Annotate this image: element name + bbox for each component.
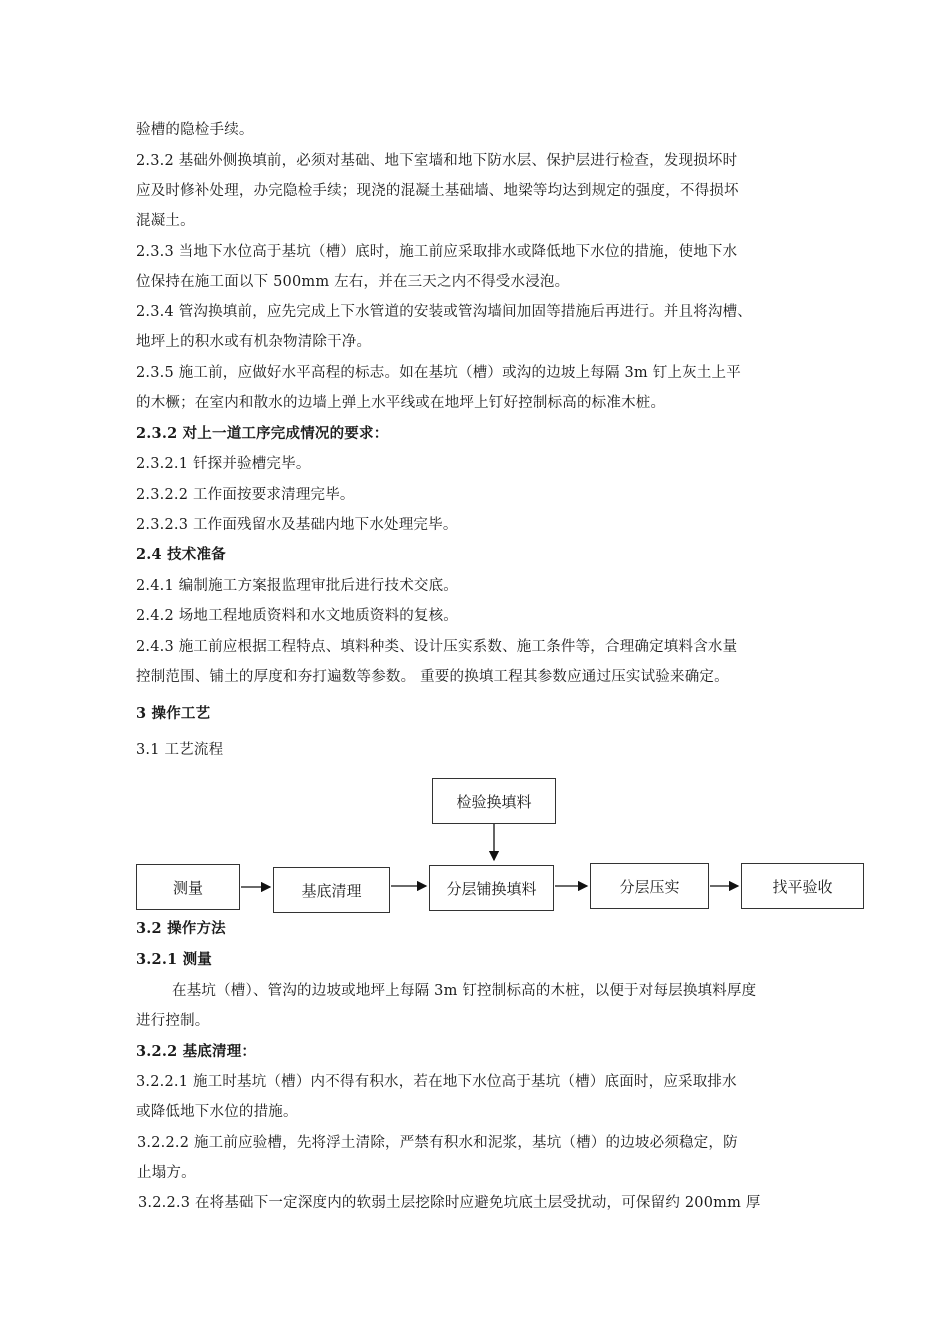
paragraph-line: 2.3.2.1 钎探并验槽完毕。 (136, 456, 311, 472)
section-heading: 3.2.1 测量 (136, 951, 213, 968)
paragraph-line: 3.1 工艺流程 (136, 742, 224, 758)
section-heading: 3 操作工艺 (136, 705, 211, 722)
section-heading: 3.2 操作方法 (136, 920, 226, 937)
paragraph-line: 2.3.3 当地下水位高于基坑（槽）底时，施工前应采取排水或降低地下水位的措施，使地下水 (136, 244, 738, 260)
flowchart-step-box: 找平验收 (741, 863, 864, 909)
flowchart-step-box: 分层压实 (590, 863, 709, 909)
paragraph-line: 2.3.5 施工前，应做好水平高程的标志。如在基坑（槽）或沟的边坡上每隔 3m 钉上灰土上平 (136, 365, 741, 381)
paragraph-line: 应及时修补处理，办完隐检手续；现浇的混凝土基础墙、地梁等均达到规定的强度，不得损坏 (136, 183, 739, 199)
paragraph-line: 控制范围、铺土的厚度和夯打遍数等参数。 重要的换填工程其参数应通过压实试验来确定。 (136, 669, 729, 685)
paragraph-line: 3.2.2.3 在将基础下一定深度内的软弱土层挖除时应避免坑底土层受扰动，可保留约 200mm 厚 (138, 1195, 761, 1211)
paragraph-line: 2.4.2 场地工程地质资料和水文地质资料的复核。 (136, 608, 459, 624)
section-heading: 3.2.2 基底清理： (136, 1043, 257, 1060)
paragraph-line: 2.3.2.3 工作面残留水及基础内地下水处理完毕。 (136, 517, 458, 533)
paragraph-line: 止塌方。 (137, 1165, 196, 1181)
section-heading: 2.3.2 对上一道工序完成情况的要求： (136, 425, 389, 442)
paragraph-line: 进行控制。 (136, 1013, 210, 1029)
paragraph-line: 2.3.2.2 工作面按要求清理完毕。 (136, 487, 355, 503)
paragraph-line: 混凝土。 (136, 213, 195, 229)
paragraph-line: 2.4.3 施工前应根据工程特点、填料种类、设计压实系数、施工条件等，合理确定填料含水量 (136, 639, 738, 655)
flowchart-step-box: 基底清理 (273, 867, 390, 913)
paragraph-line: 3.2.2.1 施工时基坑（槽）内不得有积水，若在地下水位高于基坑（槽）底面时，应采取排水 (136, 1074, 737, 1090)
flowchart-step-box: 测量 (136, 864, 240, 910)
flowchart-step-box: 分层铺换填料 (429, 865, 554, 911)
paragraph-line: 2.4.1 编制施工方案报监理审批后进行技术交底。 (136, 578, 459, 594)
paragraph-line: 2.3.2 基础外侧换填前，必须对基础、地下室墙和地下防水层、保护层进行检查，发现损坏时 (136, 153, 738, 169)
paragraph-line: 地坪上的积水或有机杂物清除干净。 (136, 334, 372, 350)
paragraph-line: 2.3.4 管沟换填前，应先完成上下水管道的安装或管沟墙间加固等措施后再进行。并且将沟槽、 (136, 304, 752, 320)
paragraph-line: 在基坑（槽）、管沟的边坡或地坪上每隔 3m 钉控制标高的木桩，以便于对每层换填料厚度 (172, 983, 757, 999)
flowchart-step-box: 检验换填料 (432, 778, 556, 824)
section-heading: 2.4 技术准备 (136, 546, 226, 563)
paragraph-line: 的木橛；在室内和散水的边墙上弹上水平线或在地坪上钉好控制标高的标准木桩。 (136, 395, 666, 411)
paragraph-line: 3.2.2.2 施工前应验槽，先将浮土清除，严禁有积水和泥浆，基坑（槽）的边坡必须稳定，防 (137, 1135, 738, 1151)
paragraph-line: 或降低地下水位的措施。 (136, 1104, 298, 1120)
paragraph-line: 验槽的隐检手续。 (136, 122, 254, 138)
paragraph-line: 位保持在施工面以下 500mm 左右，并在三天之内不得受水浸泡。 (136, 274, 570, 290)
